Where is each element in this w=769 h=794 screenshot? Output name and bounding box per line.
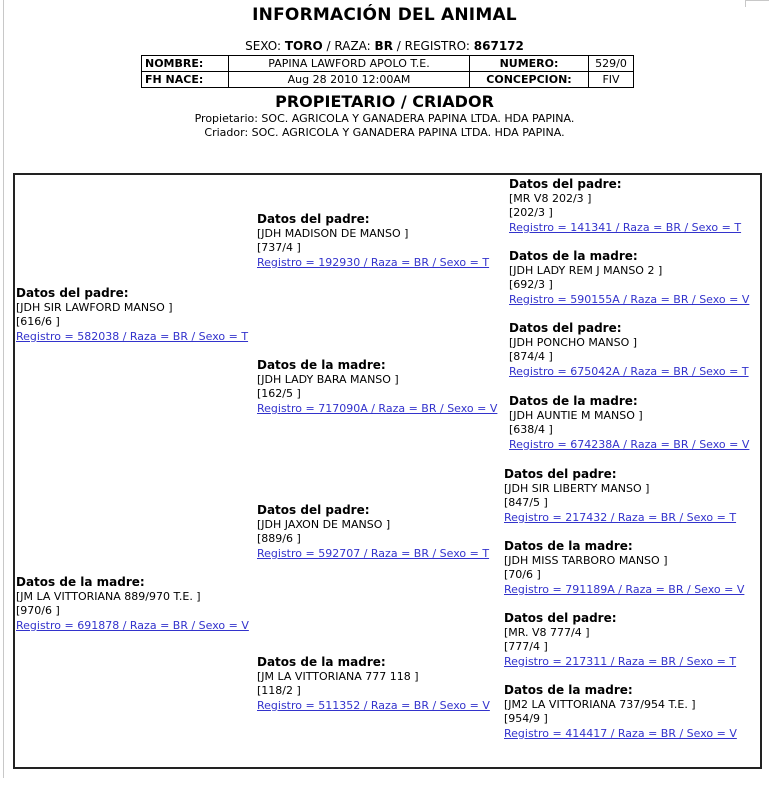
node-number: [616/6 ] [16, 315, 60, 328]
node-number: [970/6 ] [16, 604, 60, 617]
pedigree-node-madre [509, 249, 759, 307]
summary-line [0, 39, 769, 53]
node-heading: Datos de la madre: [16, 575, 145, 589]
node-heading: Datos del padre: [509, 321, 622, 335]
node-number: [954/9 ] [504, 712, 548, 725]
registro-link[interactable]: Registro = 511352 / Raza = BR / Sexo = V [257, 698, 490, 712]
pedigree-node-padre [504, 611, 759, 669]
fh-nace-label: FH NACE: [142, 72, 229, 88]
pedigree-node-madre [509, 394, 759, 452]
propietario-line: Propietario: SOC. AGRICOLA Y GANADERA PAPINA LTDA. HDA PAPINA. [194, 112, 575, 125]
node-heading: Datos del padre: [16, 286, 129, 300]
node-heading: Datos de la madre: [504, 683, 633, 697]
node-number: [874/4 ] [509, 350, 553, 363]
registro-link[interactable]: Registro = 592707 / Raza = BR / Sexo = T [257, 546, 490, 560]
pedigree-node-madre [16, 575, 260, 633]
nombre-value: PAPINA LAWFORD APOLO T.E. [229, 56, 470, 72]
node-heading: Datos del padre: [504, 611, 617, 625]
numero-value: 529/0 [589, 56, 634, 72]
node-name: [JM LA VITTORIANA 889/970 T.E. ] [16, 589, 201, 603]
pedigree-node-padre [509, 177, 759, 235]
nombre-label: NOMBRE: [142, 56, 229, 72]
node-name: [JDH LADY BARA MANSO ] [257, 372, 399, 386]
node-name: [JDH LADY REM J MANSO 2 ] [509, 263, 663, 277]
node-number: [889/6 ] [257, 532, 301, 545]
registro-label: REGISTRO: [404, 39, 470, 53]
node-heading: Datos del padre: [257, 212, 370, 226]
node-name: [JDH AUNTIE M MANSO ] [509, 408, 643, 422]
owner-title: PROPIETARIO / CRIADOR [275, 92, 494, 111]
node-name: [JDH JAXON DE MANSO ] [257, 517, 391, 531]
sexo-value: TORO [284, 39, 323, 53]
node-number: [737/4 ] [257, 241, 301, 254]
node-number: [70/6 ] [504, 568, 541, 581]
node-number: [847/5 ] [504, 496, 548, 509]
registro-link[interactable]: Registro = 141341 / Raza = BR / Sexo = T [509, 220, 742, 234]
node-number: [118/2 ] [257, 684, 301, 697]
registro-link[interactable]: Registro = 414417 / Raza = BR / Sexo = V [504, 726, 737, 740]
pedigree-node-madre [257, 358, 503, 416]
registro-link[interactable]: Registro = 717090A / Raza = BR / Sexo = V [257, 401, 498, 415]
node-number: [777/4 ] [504, 640, 548, 653]
pedigree-node-madre [504, 683, 759, 741]
raza-label: RAZA: [334, 39, 371, 53]
criador-line: Criador: SOC. AGRICOLA Y GANADERA PAPINA LTDA. HDA PAPINA. [204, 126, 565, 139]
raza-value: BR [374, 39, 393, 53]
registro-link[interactable]: Registro = 217432 / Raza = BR / Sexo = T [504, 510, 737, 524]
sexo-label: SEXO: [245, 39, 282, 53]
node-number: [638/4 ] [509, 423, 553, 436]
registro-link[interactable]: Registro = 675042A / Raza = BR / Sexo = T [509, 364, 749, 378]
node-name: [JM2 LA VITTORIANA 737/954 T.E. ] [504, 697, 696, 711]
info-row [142, 56, 634, 72]
pedigree-node-padre [257, 212, 503, 270]
node-heading: Datos del padre: [257, 503, 370, 517]
separator: / [396, 39, 405, 53]
pedigree-node-padre [504, 467, 759, 525]
pedigree-node-padre [257, 503, 503, 561]
node-heading: Datos de la madre: [509, 249, 638, 263]
node-name: [JDH MISS TARBORO MANSO ] [504, 553, 668, 567]
registro-link[interactable]: Registro = 791189A / Raza = BR / Sexo = V [504, 582, 745, 596]
registro-link[interactable]: Registro = 217311 / Raza = BR / Sexo = T [504, 654, 737, 668]
node-name: [JDH MADISON DE MANSO ] [257, 226, 409, 240]
node-heading: Datos del padre: [504, 467, 617, 481]
separator: / [326, 39, 335, 53]
pedigree-box [13, 173, 762, 769]
node-number: [162/5 ] [257, 387, 301, 400]
registro-link[interactable]: Registro = 582038 / Raza = BR / Sexo = T [16, 329, 249, 343]
node-number: [202/3 ] [509, 206, 553, 219]
registro-link[interactable]: Registro = 691878 / Raza = BR / Sexo = V [16, 618, 249, 632]
node-heading: Datos de la madre: [504, 539, 633, 553]
info-row [142, 72, 634, 88]
node-heading: Datos del padre: [509, 177, 622, 191]
node-name: [JDH PONCHO MANSO ] [509, 335, 638, 349]
node-heading: Datos de la madre: [257, 655, 386, 669]
node-name: [JDH SIR LIBERTY MANSO ] [504, 481, 650, 495]
pedigree-node-madre [257, 655, 503, 713]
node-name: [JDH SIR LAWFORD MANSO ] [16, 300, 173, 314]
numero-label: NUMERO: [470, 56, 589, 72]
node-heading: Datos de la madre: [257, 358, 386, 372]
registro-link[interactable]: Registro = 674238A / Raza = BR / Sexo = V [509, 437, 750, 451]
pedigree-node-padre [16, 286, 260, 344]
registro-link[interactable]: Registro = 192930 / Raza = BR / Sexo = T [257, 255, 490, 269]
node-number: [692/3 ] [509, 278, 553, 291]
node-name: [JM LA VITTORIANA 777 118 ] [257, 669, 419, 683]
concepcion-value: FIV [589, 72, 634, 88]
page-title: INFORMACIÓN DEL ANIMAL [252, 5, 517, 25]
pedigree-node-madre [504, 539, 759, 597]
registro-link[interactable]: Registro = 590155A / Raza = BR / Sexo = V [509, 292, 750, 306]
pedigree-node-padre [509, 321, 759, 379]
node-heading: Datos de la madre: [509, 394, 638, 408]
registro-value: 867172 [473, 39, 524, 53]
node-name: [MR. V8 777/4 ] [504, 625, 590, 639]
animal-info-table [141, 55, 634, 88]
fh-nace-value: Aug 28 2010 12:00AM [229, 72, 470, 88]
node-name: [MR V8 202/3 ] [509, 191, 592, 205]
concepcion-label: CONCEPCION: [470, 72, 589, 88]
